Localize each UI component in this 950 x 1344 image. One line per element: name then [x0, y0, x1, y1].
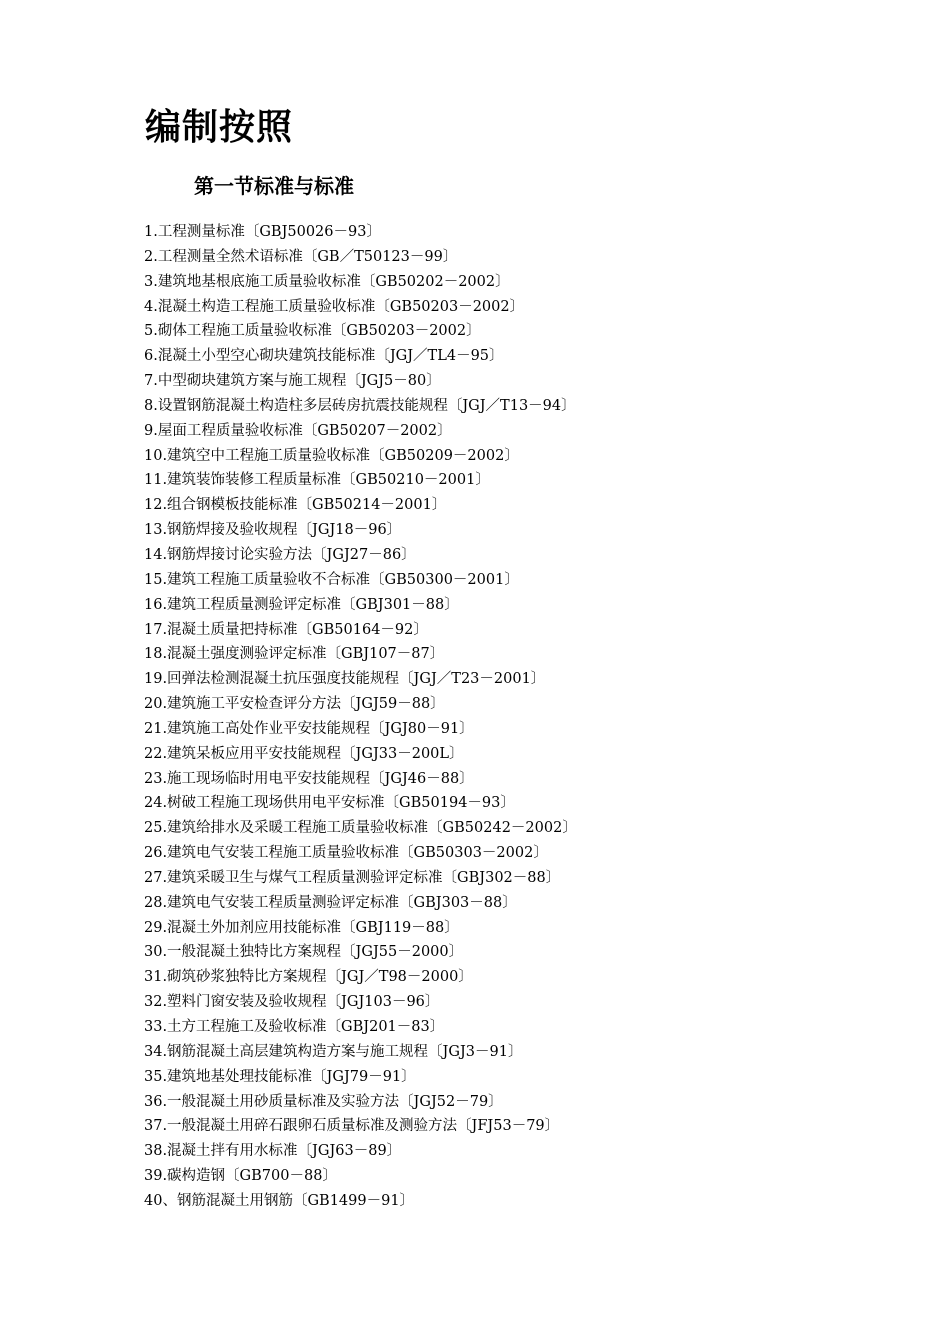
standard-item: 23.施工现场临时用电平安技能规程〔JGJ46－88〕: [144, 770, 474, 787]
standard-item: 5.砌体工程施工质量验收标准〔GB50203－2002〕: [144, 323, 481, 340]
standard-item: 10.建筑空中工程施工质量验收标准〔GB50209－2002〕: [144, 447, 519, 464]
standard-item: 9.屋面工程质量验收标准〔GB50207－2002〕: [144, 422, 452, 439]
standard-item: 2.工程测量全然术语标准〔GB／T50123－99〕: [144, 248, 458, 265]
standard-item: 24.树破工程施工现场供用电平安标准〔GB50194－93〕: [144, 795, 515, 812]
standard-item: 7.中型砌块建筑方案与施工规程〔JGJ5－80〕: [144, 373, 441, 390]
standard-item: 39.碳构造钢〔GB700－88〕: [144, 1168, 337, 1185]
standard-item: 12.组合钢模板技能标准〔GB50214－2001〕: [144, 497, 447, 514]
standard-item: 11.建筑装饰装修工程质量标准〔GB50210－2001〕: [144, 472, 490, 489]
standard-item: 1.工程测量标准〔GBJ50026－93〕: [144, 224, 381, 240]
standard-item: 33.土方工程施工及验收标准〔GBJ201－83〕: [144, 1019, 445, 1035]
standard-item: 35.建筑地基处理技能标准〔JGJ79－91〕: [144, 1068, 416, 1085]
standard-item: 8.设置钢筋混凝土构造柱多层砖房抗震技能规程〔JGJ／T13－94〕: [144, 397, 576, 414]
standard-item: 31.砌筑砂浆独特比方案规程〔JGJ／T98－2000〕: [144, 969, 473, 986]
standard-item: 18.混凝土强度测验评定标准〔GBJ107－87〕: [144, 646, 445, 663]
standard-item: 38.混凝土拌有用水标准〔JGJ63－89〕: [144, 1143, 402, 1160]
standard-item: 27.建筑采暖卫生与煤气工程质量测验评定标准〔GBJ302－88〕: [144, 869, 561, 886]
standards-list: [144, 220, 577, 1214]
standard-item: 25.建筑给排水及采暖工程施工质量验收标准〔GB50242－2002〕: [144, 820, 577, 837]
standard-item: 28.建筑电气安装工程质量测验评定标准〔GBJ303－88〕: [144, 894, 517, 911]
standard-item: 40、钢筋混凝土用钢筋〔GB1499－91〕: [144, 1192, 415, 1209]
standard-item: 30.一般混凝土独特比方案规程〔JGJ55－2000〕: [144, 944, 464, 961]
standard-item: 13.钢筋焊接及验收规程〔JGJ18－96〕: [144, 522, 402, 539]
standard-item: 17.混凝土质量把持标准〔GB50164－92〕: [144, 621, 428, 638]
standard-item: 4.混凝土构造工程施工质量验收标准〔GB50203－2002〕: [144, 298, 525, 315]
document-title: 编制按照: [145, 107, 294, 148]
standard-item: 3.建筑地基根底施工质量验收标准〔GB50202－2002〕: [144, 273, 510, 290]
standard-item: 21.建筑施工高处作业平安技能规程〔JGJ80－91〕: [144, 720, 474, 737]
standard-item: 36.一般混凝土用砂质量标准及实验方法〔JGJ52－79〕: [144, 1093, 503, 1110]
standard-item: 14.钢筋焊接讨论实验方法〔JGJ27－86〕: [144, 546, 416, 563]
standard-item: 29.混凝土外加剂应用技能标准〔GBJ119－88〕: [144, 919, 459, 936]
standard-item: 16.建筑工程质量测验评定标准〔GBJ301－88〕: [144, 596, 459, 613]
section-heading: 第一节标准与标准: [194, 174, 354, 198]
standard-item: 34.钢筋混凝土高层建筑构造方案与施工规程〔JGJ3－91〕: [144, 1043, 523, 1060]
standard-item: 37.一般混凝土用碎石跟卵石质量标准及测验方法〔JFJ53－79〕: [144, 1118, 560, 1135]
standard-item: 6.混凝土小型空心砌块建筑技能标准〔JGJ／TL4－95〕: [144, 348, 504, 365]
standard-item: 19.回弹法检测混凝土抗压强度技能规程〔JGJ／T23－2001〕: [144, 671, 546, 688]
standard-item: 26.建筑电气安装工程施工质量验收标准〔GB50303－2002〕: [144, 845, 548, 862]
standard-item: 20.建筑施工平安检查评分方法〔JGJ59－88〕: [144, 696, 445, 713]
standard-item: 22.建筑呆板应用平安技能规程〔JGJ33－200L〕: [144, 745, 464, 762]
standard-item: 32.塑料门窗安装及验收规程〔JGJ103－96〕: [144, 994, 440, 1011]
standard-item: 15.建筑工程施工质量验收不合标准〔GB50300－2001〕: [144, 571, 519, 588]
